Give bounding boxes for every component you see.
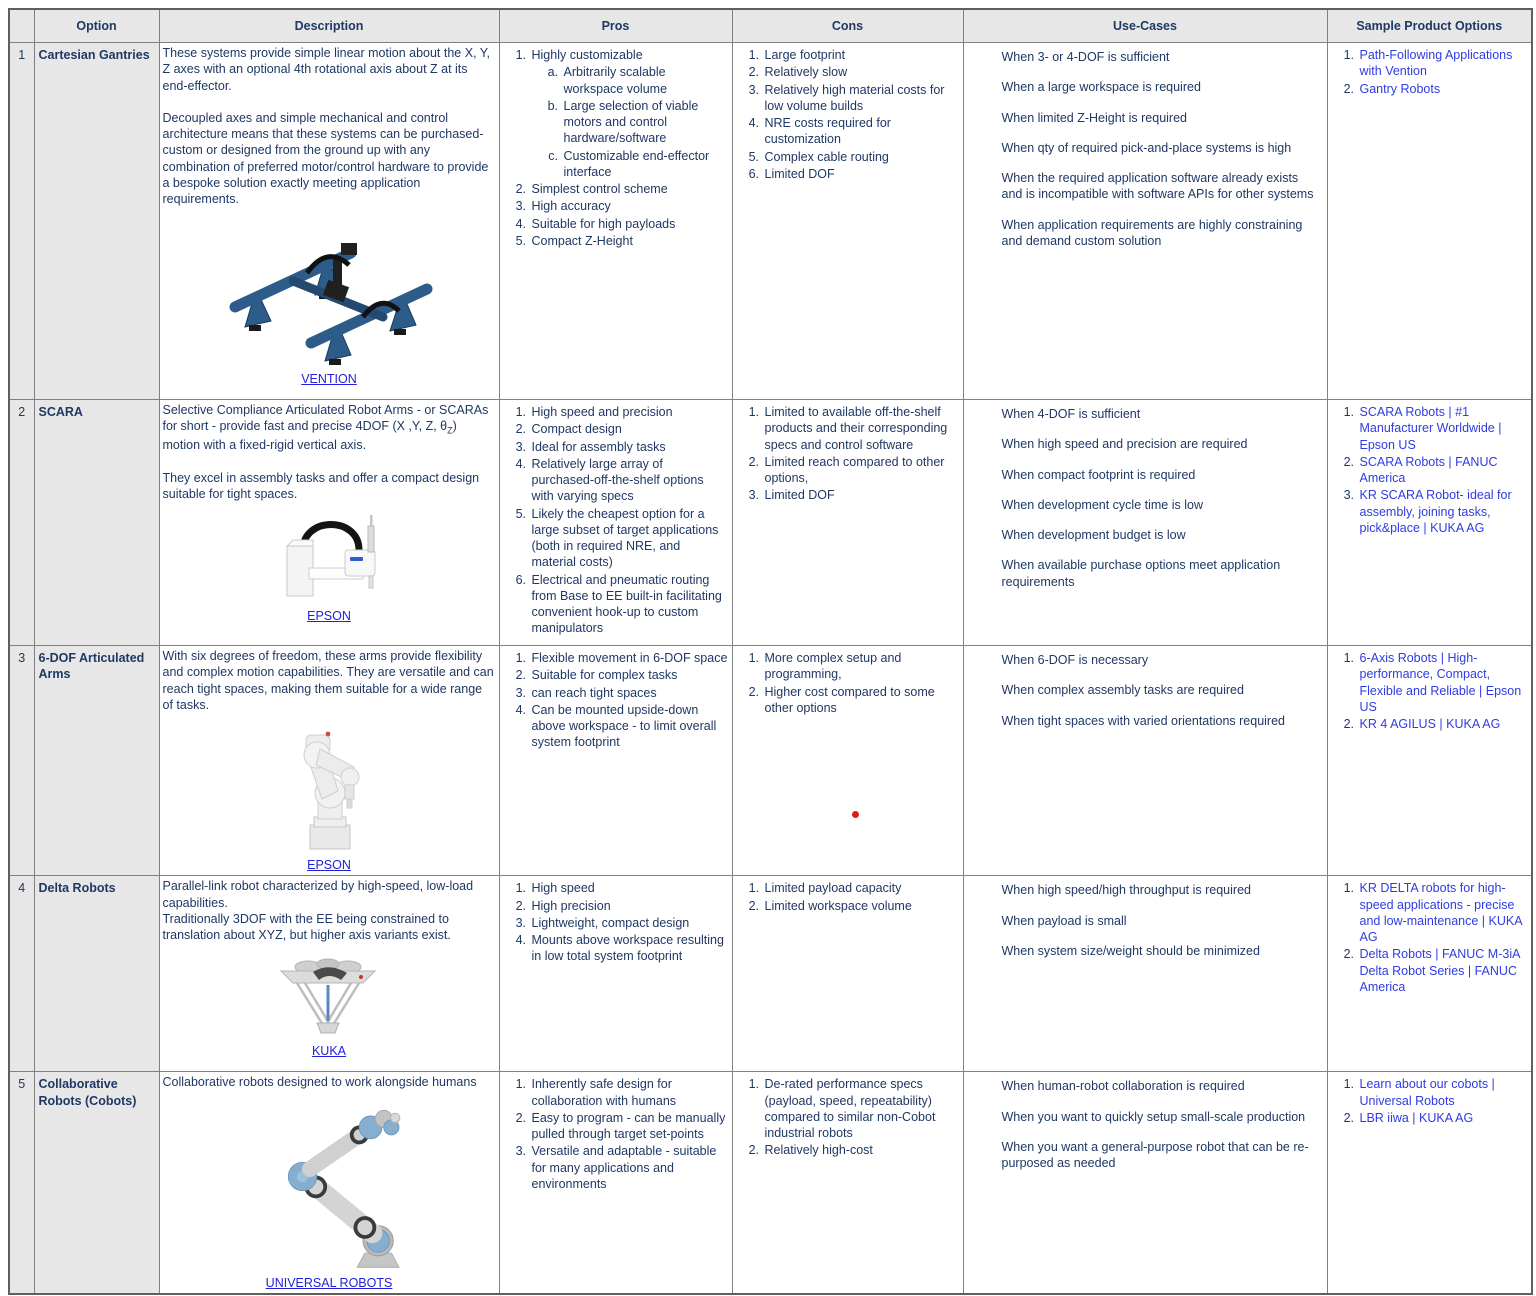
cell-samples [1327, 1072, 1532, 1294]
list-item [1358, 1110, 1528, 1126]
use-case: When 6-DOF is necessary [1001, 653, 1149, 667]
use-case: When 4-DOF is sufficient [1001, 407, 1141, 421]
cell-pros [499, 876, 732, 1072]
product-link[interactable]: KR SCARA Robot- ideal for assembly, joining tasks, pick&place | KUKA AG [1359, 488, 1512, 535]
list-item: 2. Compact design [530, 421, 728, 437]
use-case: When payload is small [1001, 913, 1127, 928]
use-case: When you want a general-purpose robot that can be re-purposed as needed [1001, 1139, 1309, 1170]
use-case: When 3- or 4-DOF is sufficient [1001, 50, 1170, 64]
column-header-pros: Pros [499, 9, 732, 43]
product-link[interactable]: SCARA Robots | #1 Manufacturer Worldwide | Epson US [1359, 405, 1502, 452]
use-case: When system size/weight should be minimized [1001, 943, 1260, 958]
cell-use-cases [963, 646, 1327, 876]
list-item: 5. Compact Z-Height [530, 233, 728, 249]
vendor-link-kuka[interactable]: KUKA [311, 1044, 347, 1059]
list-item: 2. Higher cost compared to some other options [763, 684, 959, 717]
list-item [1358, 81, 1528, 97]
cell-pros [499, 646, 732, 876]
list-item: 5. Likely the cheapest option for a large subset of target applications (both in required NRE, and material costs) [530, 506, 728, 571]
product-link[interactable]: Gantry Robots [1359, 81, 1441, 96]
list-item: 3. Ideal for assembly tasks [530, 439, 728, 455]
list-item: 3. High accuracy [530, 198, 728, 214]
row-number: 1 [9, 43, 34, 400]
use-case: When application requirements are highly constraining and demand custom solution [1001, 217, 1303, 248]
cell-use-cases [963, 43, 1327, 400]
cell-pros [499, 43, 732, 400]
list-item: 1. High speed and precision [530, 404, 728, 420]
description-paragraph: Collaborative robots designed to work alongside humans [162, 1075, 477, 1090]
robot-comparison-table [8, 8, 1533, 1295]
vendor-link-epson[interactable]: EPSON [307, 609, 351, 624]
cell-description [159, 646, 499, 876]
list-item: 6. Limited DOF [763, 166, 959, 182]
vendor-link-epson[interactable]: EPSON [307, 858, 351, 872]
cell-description [159, 400, 499, 646]
cell-description [159, 1072, 499, 1294]
list-item: 2. Relatively slow [763, 64, 959, 80]
cell-cons [732, 646, 963, 876]
scara-robot-image [163, 510, 496, 604]
column-header-option: Option [34, 9, 159, 43]
list-item: 2. High precision [530, 898, 728, 914]
list-item: 1. High speed [530, 880, 728, 896]
row-number: 5 [9, 1072, 34, 1294]
list-item: 3. Limited DOF [763, 487, 959, 503]
table-row [9, 400, 1532, 646]
delta-robot-image [163, 951, 496, 1039]
row-number: 2 [9, 400, 34, 646]
cell-option: Cartesian Gantries [34, 43, 159, 400]
list-item: 1. Large footprint [763, 47, 959, 63]
list-item [1358, 716, 1528, 732]
use-case: When complex assembly tasks are required [1001, 683, 1244, 698]
cell-use-cases [963, 400, 1327, 646]
vendor-link-universal-robots[interactable]: UNIVERSAL ROBOTS [265, 1275, 393, 1290]
product-link[interactable]: Path-Following Applications with Vention [1359, 48, 1513, 79]
cell-use-cases [963, 1072, 1327, 1294]
product-link[interactable]: KR 4 AGILUS | KUKA AG [1359, 717, 1501, 731]
cell-samples [1327, 646, 1532, 876]
table-row [9, 876, 1532, 1072]
list-item [1358, 487, 1528, 536]
list-item [1358, 880, 1528, 945]
use-case: When human-robot collaboration is required [1001, 1079, 1245, 1094]
column-header-samples: Sample Product Options [1327, 9, 1532, 43]
list-item: 1. De-rated performance specs (payload, speed, repeatability) compared to similar non-Cobot industrial robots [763, 1076, 959, 1141]
list-item: 4. Can be mounted upside-down above workspace - to limit overall system footprint [530, 702, 728, 751]
list-item: a. Arbitrarily scalable workspace volume [562, 64, 728, 97]
column-header-index [9, 9, 34, 43]
description-paragraph: These systems provide simple linear motion about the X, Y, Z axes with an optional 4th rotational axis about Z at its end-effector. [162, 46, 490, 93]
cell-cons [732, 876, 963, 1072]
product-link[interactable]: 6-Axis Robots | High-performance, Compact, Flexible and Reliable | Epson US [1359, 651, 1522, 714]
cell-use-cases [963, 876, 1327, 1072]
list-item: 2. Easy to program - can be manually pulled through target set-points [530, 1110, 728, 1143]
list-item: 2. Simplest control scheme [530, 181, 728, 197]
use-case: When limited Z-Height is required [1001, 110, 1187, 125]
use-case: When qty of required pick-and-place systems is high [1001, 140, 1292, 155]
list-item: 3. Versatile and adaptable - suitable for many applications and environments [530, 1143, 728, 1192]
cell-pros [499, 400, 732, 646]
list-item: 4. NRE costs required for customization [763, 115, 959, 148]
use-case: When available purchase options meet application requirements [1001, 558, 1281, 589]
list-item [1358, 454, 1528, 487]
list-item: 3. Lightweight, compact design [530, 915, 728, 931]
product-link[interactable]: KR DELTA robots for high-speed applications - precise and low-maintenance | KUKA AG [1359, 881, 1522, 944]
cell-option: Collaborative Robots (Cobots) [34, 1072, 159, 1294]
use-case: When high speed/high throughput is required [1001, 883, 1251, 898]
list-item [1358, 1076, 1528, 1109]
cell-description [159, 43, 499, 400]
list-item: 1. Limited payload capacity [763, 880, 959, 896]
cell-option: 6-DOF Articulated Arms [34, 646, 159, 876]
description-paragraph: With six degrees of freedom, these arms provide flexibility and complex motion capabilities. They are versatile and can reach tight spaces, making them suitable for a wide range of tasks. [162, 649, 494, 712]
cell-option: Delta Robots [34, 876, 159, 1072]
description-paragraph: Parallel-link robot characterized by high-speed, low-load capabilities. [162, 879, 474, 910]
cell-pros [499, 1072, 732, 1294]
list-item: 3. can reach tight spaces [530, 685, 728, 701]
list-item [1358, 404, 1528, 453]
product-link[interactable]: Learn about our cobots | Universal Robots [1359, 1077, 1495, 1108]
cell-description [159, 876, 499, 1072]
use-case: When compact footprint is required [1001, 467, 1196, 482]
use-case: When you want to quickly setup small-scale production [1001, 1109, 1306, 1124]
vendor-link-vention[interactable]: VENTION [301, 372, 357, 387]
list-item: 2. Relatively high-cost [763, 1142, 959, 1158]
list-item: 2. Limited workspace volume [763, 898, 959, 914]
list-item: 6. Electrical and pneumatic routing from Base to EE built-in facilitating convenient hook-up to custom manipulators [530, 572, 728, 637]
column-header-use-cases: Use-Cases [963, 9, 1327, 43]
table-row [9, 1072, 1532, 1294]
cobot-arm-robot-image [163, 1099, 496, 1271]
description-paragraph: Selective Compliance Articulated Robot Arms - or SCARAs for short - provide fast and precise 4DOF (X ,Y, Z, $\theta_Z$) motion with a fixed-rigid vertical axis. [162, 403, 489, 453]
cell-option: SCARA [34, 400, 159, 646]
cell-samples [1327, 43, 1532, 400]
cell-cons [732, 400, 963, 646]
row-number: 3 [9, 646, 34, 876]
product-link[interactable]: LBR iiwa | KUKA AG [1359, 1110, 1474, 1125]
gantry-robot-image [163, 215, 496, 367]
product-link[interactable]: SCARA Robots | FANUC America [1359, 454, 1498, 485]
table-row [9, 646, 1532, 876]
list-item: 4. Mounts above workspace resulting in low total system footprint [530, 932, 728, 965]
cell-samples [1327, 400, 1532, 646]
description-paragraph: Decoupled axes and simple mechanical and control architecture means that these systems can be purchased-custom or designed from the ground up with any combination of preferred motor/control hardware to provide a bespoke solution exactly meeting application requirements. [162, 110, 489, 206]
product-link[interactable]: Delta Robots | FANUC M-3iA Delta Robot Series | FANUC America [1359, 947, 1520, 994]
description-paragraph: Traditionally 3DOF with the EE being constrained to translation about XYZ, but higher axis variants exist. [162, 911, 451, 942]
use-case: When development cycle time is low [1001, 497, 1203, 512]
cell-cons [732, 43, 963, 400]
use-case: When development budget is low [1001, 528, 1186, 542]
description-paragraph: They excel in assembly tasks and offer a compact design suitable for tight spaces. [162, 470, 480, 501]
column-header-description: Description [159, 9, 499, 43]
list-item: 1. Highly customizable a. Arbitrarily scalable workspace volume b. Large selection of viable motors and control hardware/software c. Customizable end-effector interface [530, 47, 728, 180]
column-header-cons: Cons [732, 9, 963, 43]
use-case: When the required application software already exists and is incompatible with software APIs for other systems [1001, 171, 1314, 202]
list-item: 1. More complex setup and programming, [763, 650, 959, 683]
list-item [1358, 946, 1528, 995]
list-item [1358, 47, 1528, 80]
list-item: 1. Limited to available off-the-shelf products and their corresponding specs and control software [763, 404, 959, 453]
cell-samples [1327, 876, 1532, 1072]
list-item: 2. Suitable for complex tasks [530, 667, 728, 683]
cell-cons [732, 1072, 963, 1294]
list-item: 1. Flexible movement in 6-DOF space [530, 650, 728, 666]
use-case: When a large workspace is required [1001, 80, 1201, 95]
row-number: 4 [9, 876, 34, 1072]
list-item [1358, 650, 1528, 715]
list-item: 2. Limited reach compared to other options, [763, 454, 959, 487]
use-case: When high speed and precision are required [1001, 437, 1248, 452]
list-item: c. Customizable end-effector interface [562, 148, 728, 181]
list-item: 4. Relatively large array of purchased-off-the-shelf options with varying specs [530, 456, 728, 505]
use-case: When tight spaces with varied orientations required [1001, 713, 1285, 728]
articulated-arm-robot-image [163, 721, 496, 853]
list-item: 4. Suitable for high payloads [530, 216, 728, 232]
table-row [9, 43, 1532, 400]
list-item: 1. Inherently safe design for collaboration with humans [530, 1076, 728, 1109]
red-dot-annotation [852, 811, 859, 818]
list-item: b. Large selection of viable motors and control hardware/software [562, 98, 728, 147]
list-item: 3. Relatively high material costs for low volume builds [763, 82, 959, 115]
list-item: 5. Complex cable routing [763, 149, 959, 165]
header-row [9, 9, 1532, 43]
